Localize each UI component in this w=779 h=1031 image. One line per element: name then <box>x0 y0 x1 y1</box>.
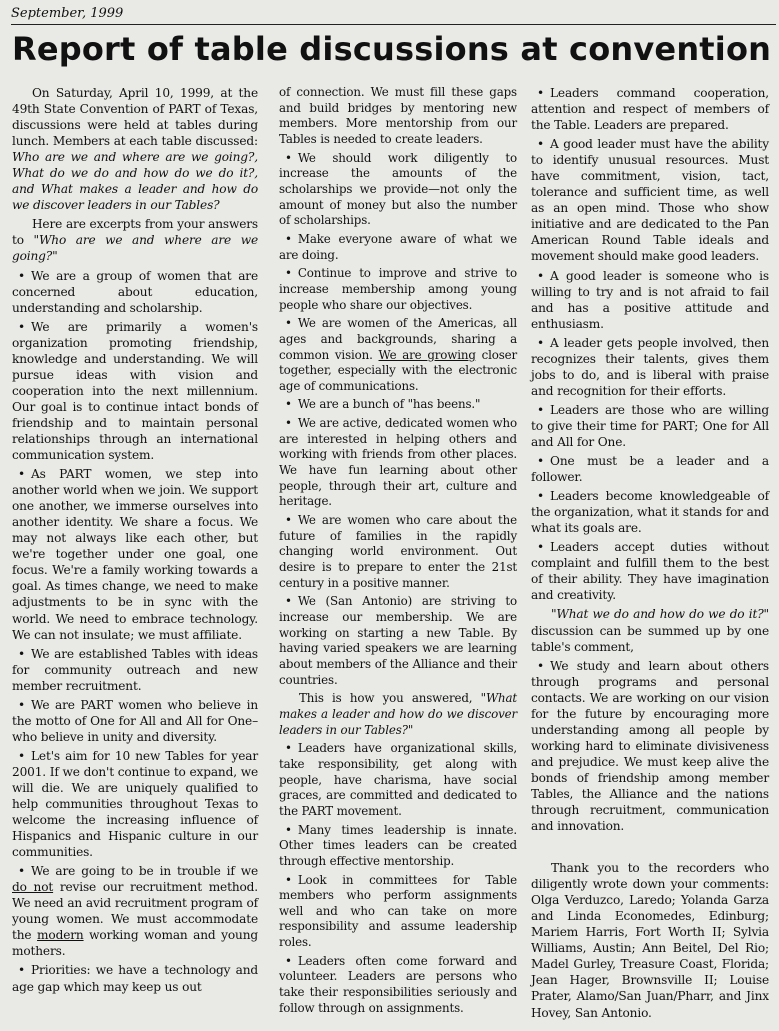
bullet-item: • We are women who care about the future of families in the rapidly changing world environment. Out desire is to prepare to enter the 21st century in a positive manner. <box>279 513 517 591</box>
underlined-text: modern <box>37 928 84 943</box>
bullet-item: • Leaders are those who are willing to give their time for PART; One for All and All for One. <box>531 402 769 450</box>
bullet-item: • Let's aim for 10 new Tables for year 2001. If we don't continue to expand, we will die. We are uniquely qualified to help communities throughout Texas to welcome the increasing influence of Hispanics and Hispanic culture in our communities. <box>12 748 258 860</box>
bullet-item: • Leaders often come forward and volunteer. Leaders are persons who take their responsibilities seriously and follow through on assignments. <box>279 954 517 1017</box>
bullet-item: • Leaders become knowledgeable of the organization, what it stands for and what its goals are. <box>531 488 769 536</box>
underlined-text: We are growing <box>378 347 476 362</box>
intro-text: On Saturday, April 10, 1999, at the 49th State Convention of PART of Texas, discussions were held at tables during lunch. Members at each table discussed: <box>12 86 258 149</box>
bullet-item: • Continue to improve and strive to increase membership among young people who share our objectives. <box>279 266 517 313</box>
bullet-text: closer together, especially with the electronic age of communications. <box>279 347 518 393</box>
bullet-item: • One must be a leader and a follower. <box>531 453 769 485</box>
headline: Report of table discussions at convention <box>12 30 772 68</box>
continued-text: of connection. We must fill these gaps and build bridges by mentoring new members. More mentorship from our Tables is needed to create leaders. <box>279 85 517 146</box>
bullet-item: • We are primarily a women's organization promoting friendship, knowledge and understanding. We will pursue ideas with vision and cooperation into the next millennium. Our goal is to continue intact bonds of friendship and to maintain personal relationships through an international communication system. <box>12 319 258 463</box>
bullet-item: • We are a group of women that are concerned about education, understanding and scholarship. <box>12 268 258 316</box>
bullet-item: • A good leader must have the ability to identify unusual resources. Must have commitment, vision, tact, tolerance and sufficient time, as well as an open mind. Those who show initiative and are dedicated to the Pan American Round Table ideals and movement should make good leaders. <box>531 136 769 264</box>
bullet-text: revise our recruitment method. We need an avid recruitment program of young women. We must accommodate the <box>12 880 258 943</box>
bullet-item: • We should work diligently to increase the amounts of the scholarships we provide—not only the amount of money but also the number of scholarships. <box>279 151 517 229</box>
bullet-item: • We are established Tables with ideas for community outreach and new member recruitment. <box>12 646 258 694</box>
bullet-item: • A leader gets people involved, then recognizes their talents, gives them jobs to do, and is liberal with praise and recognition for their efforts. <box>531 335 769 399</box>
bullet-item: • We are a bunch of "has beens." <box>279 397 517 413</box>
bullet-item: • Leaders accept duties without complaint and fulfill them to the best of their ability. They have imagination and creativity. <box>531 539 769 603</box>
answer-text: This is how you answered, <box>299 691 481 706</box>
intro-questions: Who are we and where are we going?, What do we do and how do we do it?, and What makes a leader and how do we discover leaders in our Tables? <box>12 150 258 213</box>
header-rule <box>11 24 776 25</box>
answer-intro <box>279 691 517 738</box>
bullet-item: • As PART women, we step into another world when we join. We support one another, we immerse ourselves into another identity. We share a focus. We may not always like each other, but we're together under one goal, one focus. We're a family working towards a goal. As times change, we need to make adjustments to be in sync with the world. We need to embrace technology. We can not insulate; we must affiliate. <box>12 466 258 643</box>
bullet-text: We are going to be in trouble if we <box>31 864 258 879</box>
bullet-item: • A good leader is someone who is willing to try and is not afraid to fail and has a positive attitude and enthusiasm. <box>531 268 769 332</box>
answer-question: "What makes a leader and how do we discover leaders in our Tables?" <box>279 691 517 737</box>
bullet-text: working woman and young mothers. <box>12 928 258 959</box>
bullet-item: • Look in committees for Table members who perform assignments well and who can take on more responsibility and assume leadership roles. <box>279 873 517 951</box>
bullet-item: • We (San Antonio) are striving to increase our membership. We are working on starting a new Table. By having varied speakers we are learning about members of the Alliance and their countries. <box>279 594 517 688</box>
bullet-item: • Many times leadership is innate. Other times leaders can be created through effective mentorship. <box>279 823 517 870</box>
bullet-item: • Priorities: we have a technology and age gap which may keep us out <box>12 962 258 994</box>
question-label: "What we do and how do we do it?" <box>551 607 769 622</box>
bullet-item: • We study and learn about others through programs and personal contacts. We are working on our vision for the future by encouraging more understanding among all people by working hard to eliminate divisiveness and prejudice. We must keep alive the bonds of friendship among member Tables, the Alliance and the nations through recruitment, communication and innovation. <box>531 658 769 835</box>
intro-paragraph <box>12 85 258 213</box>
bullet-item <box>279 316 517 394</box>
article-column-3 <box>531 85 769 1024</box>
bullet-item: • We are active, dedicated women who are interested in helping others and working with friends from other places. We have fun learning about other people, through their art, culture and heritage. <box>279 416 517 510</box>
bullet-text: We are women of the Americas, all ages and backgrounds, sharing a common vision. <box>279 316 517 362</box>
question-intro <box>531 606 769 654</box>
question-text: discussion can be summed up by one table's comment, <box>531 623 769 654</box>
bullet-item: • Make everyone aware of what we are doing. <box>279 232 517 263</box>
thanks-paragraph: Thank you to the recorders who diligently wrote down your comments: Olga Verduzco, Laredo; Yolanda Garza and Linda Economedes, Edinburg; Mariem Harris, Fort Worth II; Sylvia Williams, Austin; Ann Beitel, Del Rio; Madel Gurley, Treasure Coast, Florida; Jean Hager, Brownsville II; Louise Prater, Alamo/San Juan/Pharr, and Jinx Hovey, San Antonio. <box>531 861 769 1020</box>
excerpt-text: Here are excerpts from your answers to <box>12 217 258 248</box>
bullet-item <box>12 863 258 959</box>
article-column-2 <box>279 85 517 1019</box>
excerpt-intro <box>12 216 258 264</box>
bullet-item: • We are PART women who believe in the motto of One for All and All for One–who believe in unity and diversity. <box>12 697 258 745</box>
bullet-item: • Leaders have organizational skills, take responsibility, get along with people, have charisma, have social graces, are committed and dedicated to the PART movement. <box>279 741 517 819</box>
underlined-text: do not <box>12 880 54 895</box>
excerpt-question: "Who are we and where are we going?" <box>12 233 258 264</box>
bullet-item: • Leaders command cooperation, attention and respect of members of the Table. Leaders are prepared. <box>531 85 769 133</box>
dateline: September, 1999 <box>11 6 124 21</box>
article-column-1 <box>12 85 258 998</box>
